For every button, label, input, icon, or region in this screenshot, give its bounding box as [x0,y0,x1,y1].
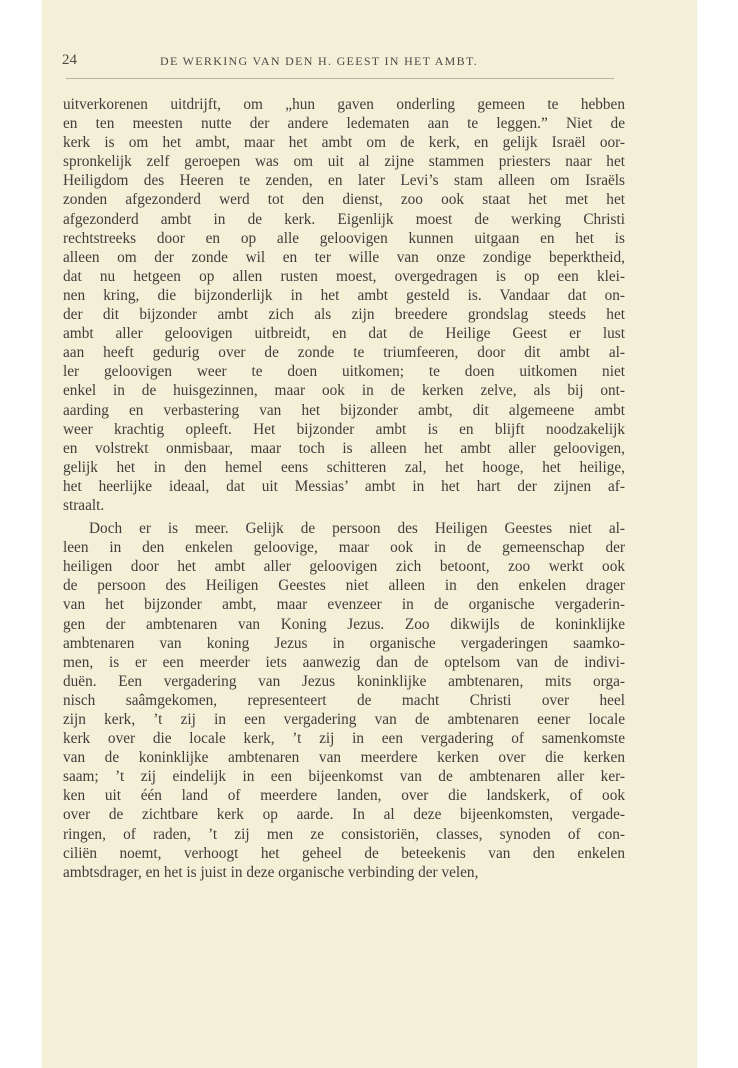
text-line: gelijk het in den hemel eens schitteren zal, het hooge, het heilige, [63,458,625,476]
text-line: aarding en verbastering van het bijzonder ambt, dit algemeene ambt [63,401,625,419]
text-line: zijn kerk, ’t zij in een vergadering van de ambtenaren eener locale [63,711,625,728]
text-line: straalt. [63,496,105,514]
text-line: men, is er een meerder iets aanwezig dan de optelsom van de indivi- [63,653,625,671]
text-line: gen der ambtenaren van Koning Jezus. Zoo dikwijls de koninklijke [63,615,625,633]
text-line: rechtstreeks door en op alle geloovigen kunnen uitgaan en het is [63,229,625,247]
text-line: van het bijzonder ambt, maar evenzeer in de organische vergaderin- [63,596,625,614]
text-line: spronkelijk zelf geroepen was om uit al zijne stammen priesters naar het [63,153,625,171]
text-line: en ten meesten nutte der andere ledematen aan te leggen.” Niet de [63,115,625,133]
page-header [62,52,602,74]
running-head: DE WERKING VAN DEN H. GEEST IN HET AMBT. [160,54,478,68]
text-line: en volstrekt onmisbaar, maar toch is alleen het ambt aller geloovigen, [63,439,625,457]
text-line: over de zichtbare kerk op aarde. In al deze bijeenkomsten, vergade- [63,806,625,824]
text-line: aan heeft gedurig over de zonde te triumfeeren, door dit ambt al- [63,344,625,362]
text-line: ambtsdrager, en het is juist in deze organische verbinding der velen, [63,863,479,881]
text-line: afgezonderd ambt in de kerk. Eigenlijk moest de werking Christi [63,210,625,228]
paragraph-2 [63,519,625,882]
text-line: enkel in de huisgezinnen, maar ook in de kerken zelve, als bij ont- [63,382,625,400]
text-line: Doch er is meer. Gelijk de persoon des Heiligen Geestes niet al- [89,520,625,538]
text-line: ringen, of raden, ’t zij men ze consistoriën, classes, synoden of con- [63,825,625,843]
text-line: zonden afgezonderd werd tot den dienst, zoo ook staat het met het [63,191,625,209]
text-line: kerk is om het ambt, maar het ambt om de kerk, en gelijk Israël oor- [63,134,625,152]
text-line: saam; ’t zij eindelijk in een bijeenkomst van de ambtenaren aller ker- [63,768,625,786]
text-line: ambtenaren van koning Jezus in organische vergaderingen saamko- [63,634,625,652]
text-line: dat nu hetgeen op allen rusten moest, overgedragen is op een klei- [63,267,625,285]
text-line: de persoon des Heiligen Geestes niet alleen in den enkelen drager [63,577,625,595]
text-line: Heiligdom des Heeren te zenden, en later Levi’s stam alleen om Israëls [63,172,625,190]
text-line: der dit bijzonder ambt zich als zijn breedere grondslag steeds het [63,306,625,324]
text-line: nisch saâmgekomen, representeert de macht Christi over heel [63,691,625,709]
text-line: kerk over die locale kerk, ’t zij in een vergadering of samenkomste [63,730,625,748]
text-line: leen in den enkelen geloovige, maar ook in de gemeenschap der [63,539,625,557]
text-line: duën. Een vergadering van Jezus koninklijke ambtenaren, mits orga- [63,672,625,690]
text-line: nen kring, die bijzonderlijk in het ambt gesteld is. Vandaar dat on- [63,286,625,304]
text-line: van de koninklijke ambtenaren van meerdere kerken over die kerken [63,749,625,767]
text-line: weer krachtig opleeft. Het bijzonder ambt is en blijft noodzakelijk [63,420,625,438]
text-line: heiligen door het ambt aller geloovigen zich betoont, zoo werkt ook [63,558,625,576]
text-line: het heerlijke ideaal, dat uit Messias’ ambt in het hart der zijnen af- [63,477,625,495]
text-line: ambt aller geloovigen uitbreidt, en dat de Heilige Geest er lust [63,325,625,343]
header-rule [66,78,614,79]
body-text [63,95,625,882]
text-line: ler geloovigen weer te doen uitkomen; te doen uitkomen niet [63,363,625,381]
text-line: alleen om der zonde wil en ter wille van onze zondige beperktheid, [63,248,625,266]
text-line: uitverkorenen uitdrijft, om „hun gaven onderling gemeen te hebben [63,96,625,113]
page-number: 24 [62,52,77,68]
text-line: ciliën noemt, verhoogt het geheel de beteekenis van den enkelen [63,844,625,862]
paragraph-1 [63,95,625,515]
text-line: ken uit één land of meerdere landen, over die landskerk, of ook [63,787,625,805]
